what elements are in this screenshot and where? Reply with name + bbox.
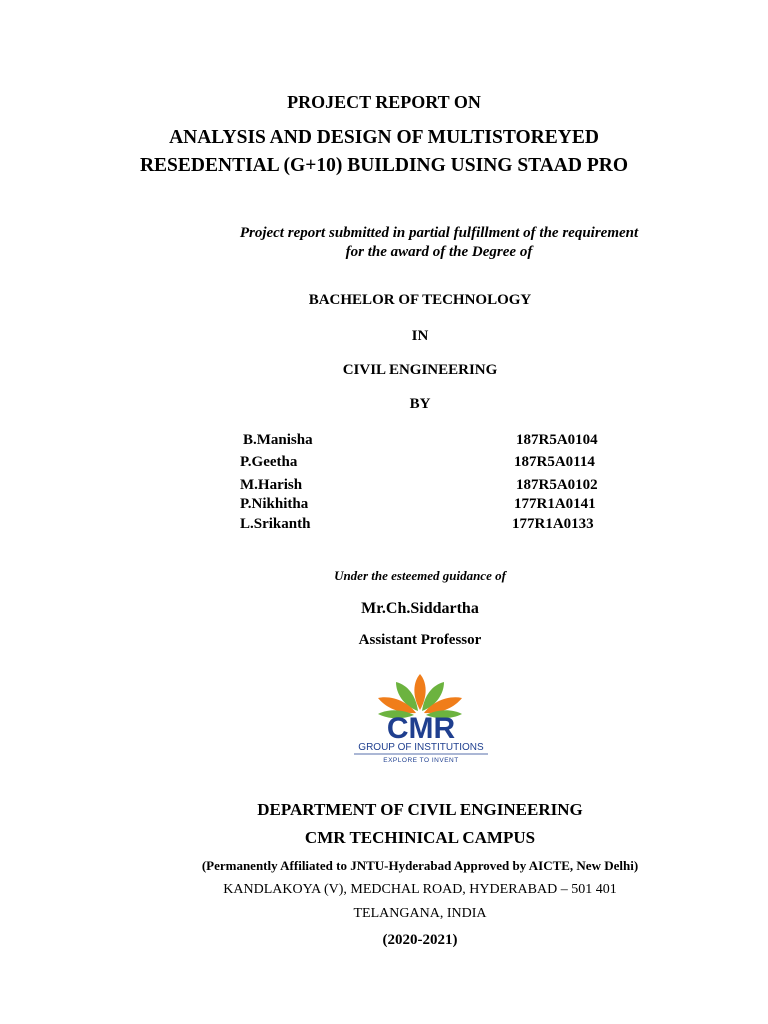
cmr-logo xyxy=(340,670,502,766)
project-title-line-1: ANALYSIS AND DESIGN OF MULTISTOREYED xyxy=(169,127,599,148)
campus-state: TELANGANA, INDIA xyxy=(353,906,487,921)
degree-name: BACHELOR OF TECHNOLOGY xyxy=(308,292,532,308)
logo-tagline: EXPLORE TO INVENT xyxy=(383,757,459,764)
student-row xyxy=(0,477,768,497)
student-roll-number: 177R1A0133 xyxy=(512,516,594,532)
affiliation-note: (Permanently Affiliated to JNTU-Hyderabad Approved by AICTE, New Delhi) xyxy=(201,858,639,873)
guidance-label: Under the esteemed guidance of xyxy=(334,568,506,583)
degree-branch: CIVIL ENGINEERING xyxy=(342,362,498,378)
campus-address: KANDLAKOYA (V), MEDCHAL ROAD, HYDERABAD – 501 401 xyxy=(223,882,617,897)
student-name: B.Manisha xyxy=(243,432,313,448)
student-row xyxy=(0,516,768,536)
student-name: L.Srikanth xyxy=(240,516,311,532)
student-roll-number: 187R5A0104 xyxy=(516,432,598,448)
student-row xyxy=(0,432,768,452)
student-roll-number: 177R1A0141 xyxy=(514,496,596,512)
student-roll-number: 187R5A0114 xyxy=(514,454,595,470)
project-title-line-2: RESEDENTIAL (G+10) BUILDING USING STAAD PRO xyxy=(139,155,629,176)
student-row xyxy=(0,496,768,516)
student-name: P.Geetha xyxy=(240,454,298,470)
logo-wordmark: CMR xyxy=(386,712,456,745)
degree-in: IN xyxy=(411,328,429,344)
guide-designation: Assistant Professor xyxy=(358,632,482,648)
degree-by: BY xyxy=(409,396,431,412)
student-roll-number: 187R5A0102 xyxy=(516,477,598,493)
student-name: M.Harish xyxy=(240,477,303,493)
student-row xyxy=(0,454,768,474)
student-name: P.Nikhitha xyxy=(240,496,309,512)
submission-statement-line-2: for the award of the Degree of xyxy=(345,244,533,260)
logo-subtitle: GROUP OF INSTITUTIONS xyxy=(358,742,484,753)
report-heading: PROJECT REPORT ON xyxy=(287,92,481,112)
submission-statement-line-1: Project report submitted in partial fulfillment of the requirement xyxy=(239,225,639,241)
department-name: DEPARTMENT OF CIVIL ENGINEERING xyxy=(257,800,583,819)
guide-name: Mr.Ch.Siddartha xyxy=(361,600,479,617)
campus-name: CMR TECHINICAL CAMPUS xyxy=(304,828,536,847)
academic-year: (2020-2021) xyxy=(382,932,458,948)
